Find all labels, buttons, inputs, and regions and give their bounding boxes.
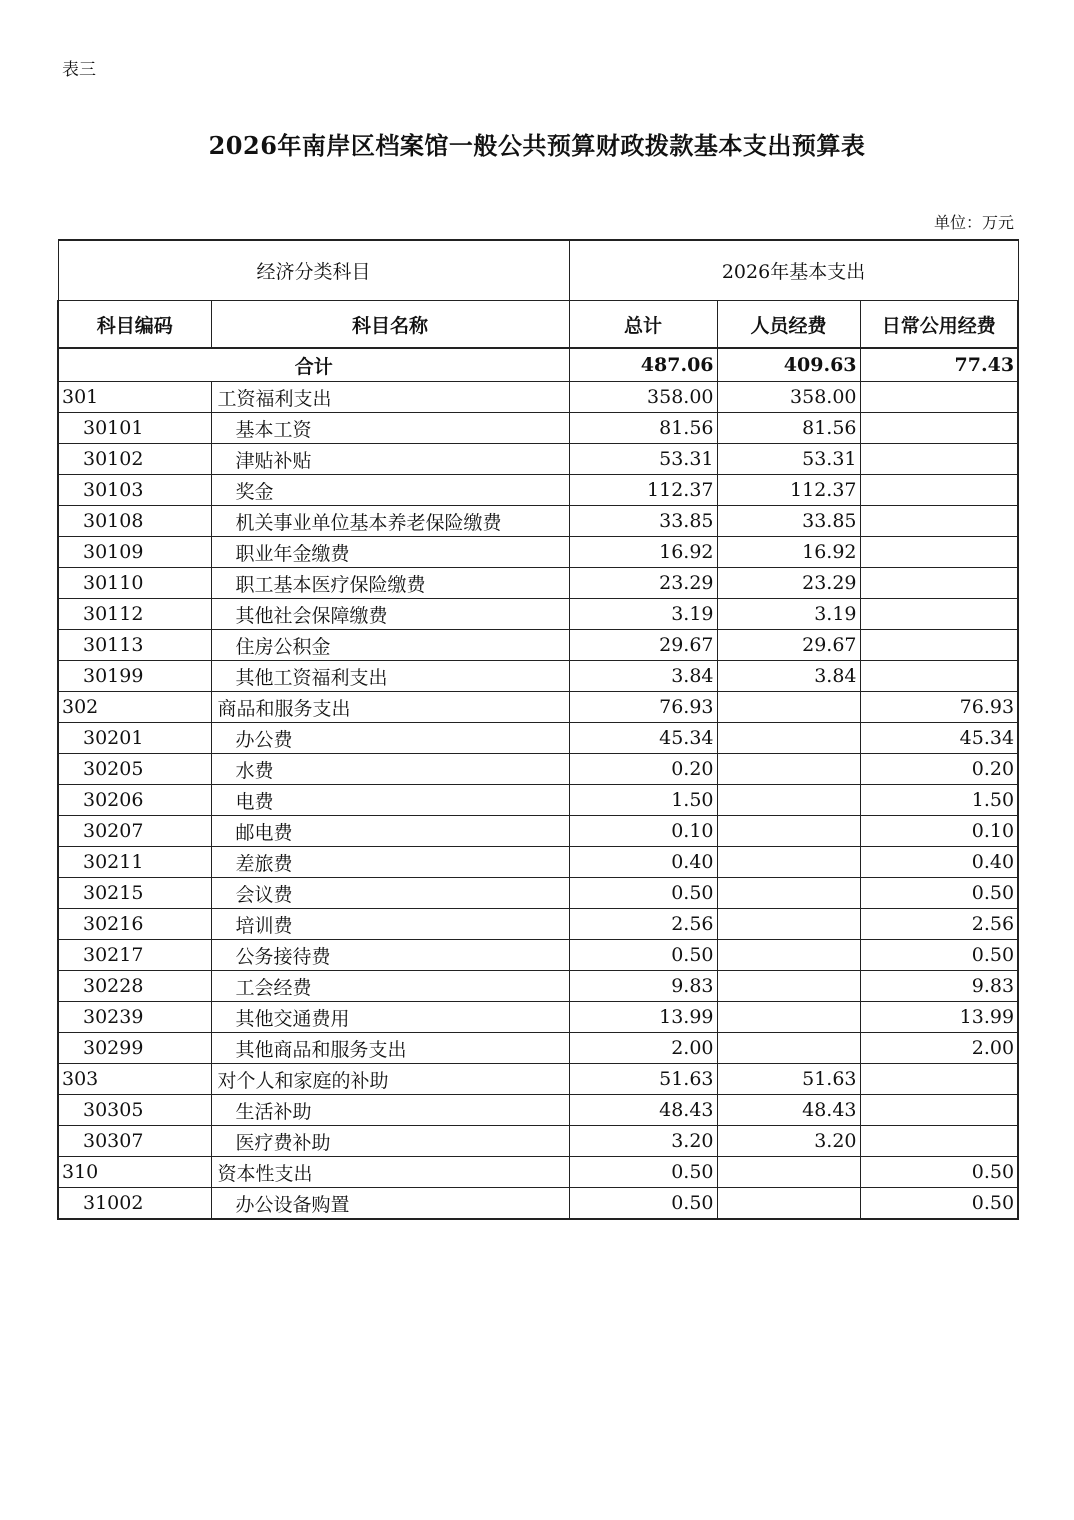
total-row [58,348,1018,382]
row-name: 其他社会保障缴费 [211,599,569,630]
row-public: 76.93 [860,692,1018,723]
row-total: 2.00 [569,1033,717,1064]
row-code: 30199 [58,661,211,692]
row-total: 0.10 [569,816,717,847]
header-code: 科目编码 [58,301,211,349]
row-personnel [717,692,860,723]
row-public: 0.50 [860,940,1018,971]
row-total: 0.50 [569,940,717,971]
row-code: 303 [58,1064,211,1095]
row-code: 30103 [58,475,211,506]
row-public: 9.83 [860,971,1018,1002]
row-name: 基本工资 [211,413,569,444]
row-public: 2.00 [860,1033,1018,1064]
row-personnel: 33.85 [717,506,860,537]
row-personnel: 112.37 [717,475,860,506]
row-personnel: 3.19 [717,599,860,630]
row-code: 30211 [58,847,211,878]
row-personnel: 48.43 [717,1095,860,1126]
budget-table [57,239,1019,1220]
row-code: 30207 [58,816,211,847]
table-row [58,630,1018,661]
row-total: 13.99 [569,1002,717,1033]
row-code: 310 [58,1157,211,1188]
row-public [860,537,1018,568]
row-code: 31002 [58,1188,211,1220]
row-public [860,1064,1018,1095]
row-code: 30206 [58,785,211,816]
row-code: 30108 [58,506,211,537]
row-total: 0.50 [569,1188,717,1220]
row-public: 13.99 [860,1002,1018,1033]
table-row [58,537,1018,568]
table-row [58,723,1018,754]
row-code: 302 [58,692,211,723]
row-total: 0.40 [569,847,717,878]
row-personnel [717,1157,860,1188]
row-personnel [717,1188,860,1220]
row-public [860,506,1018,537]
table-row [58,506,1018,537]
row-total: 1.50 [569,785,717,816]
row-total: 3.19 [569,599,717,630]
total-personnel: 409.63 [717,348,860,382]
header-row-2 [58,301,1018,349]
row-code: 301 [58,382,211,413]
row-total: 0.50 [569,1157,717,1188]
table-row [58,909,1018,940]
row-personnel [717,754,860,785]
row-personnel [717,785,860,816]
row-public [860,1095,1018,1126]
row-name: 职工基本医疗保险缴费 [211,568,569,599]
row-total: 45.34 [569,723,717,754]
row-name: 水费 [211,754,569,785]
table-row [58,568,1018,599]
table-row [58,754,1018,785]
row-public [860,661,1018,692]
row-public: 0.20 [860,754,1018,785]
table-row [58,1002,1018,1033]
table-row [58,971,1018,1002]
row-personnel: 53.31 [717,444,860,475]
row-personnel: 81.56 [717,413,860,444]
header-econ-class: 经济分类科目 [58,240,569,301]
row-name: 其他交通费用 [211,1002,569,1033]
row-code: 30228 [58,971,211,1002]
table-row [58,413,1018,444]
row-code: 30109 [58,537,211,568]
row-total: 81.56 [569,413,717,444]
row-personnel [717,940,860,971]
table-row [58,1033,1018,1064]
row-code: 30307 [58,1126,211,1157]
row-public [860,599,1018,630]
row-code: 30239 [58,1002,211,1033]
row-code: 30215 [58,878,211,909]
row-name: 奖金 [211,475,569,506]
row-total: 76.93 [569,692,717,723]
table-row [58,1064,1018,1095]
table-row [58,692,1018,723]
row-public [860,413,1018,444]
row-public [860,444,1018,475]
row-personnel [717,816,860,847]
total-public: 77.43 [860,348,1018,382]
row-name: 邮电费 [211,816,569,847]
row-total: 0.50 [569,878,717,909]
row-name: 电费 [211,785,569,816]
row-code: 30102 [58,444,211,475]
row-personnel [717,847,860,878]
header-total: 总计 [569,301,717,349]
row-total: 53.31 [569,444,717,475]
row-total: 29.67 [569,630,717,661]
row-total: 51.63 [569,1064,717,1095]
row-personnel: 51.63 [717,1064,860,1095]
page-title: 2026年南岸区档案馆一般公共预算财政拨款基本支出预算表 [208,131,866,160]
table-row [58,1126,1018,1157]
row-public: 2.56 [860,909,1018,940]
row-name: 生活补助 [211,1095,569,1126]
table-row [58,878,1018,909]
header-name: 科目名称 [211,301,569,349]
row-name: 培训费 [211,909,569,940]
row-total: 3.20 [569,1126,717,1157]
row-public: 0.50 [860,1188,1018,1220]
row-public: 45.34 [860,723,1018,754]
row-name: 办公设备购置 [211,1188,569,1220]
row-code: 30113 [58,630,211,661]
header-row-1 [58,240,1018,301]
row-public [860,475,1018,506]
row-public: 1.50 [860,785,1018,816]
row-code: 30216 [58,909,211,940]
table-row [58,785,1018,816]
table-row [58,816,1018,847]
row-personnel [717,909,860,940]
total-amount: 487.06 [569,348,717,382]
row-code: 30217 [58,940,211,971]
row-total: 0.20 [569,754,717,785]
row-code: 30299 [58,1033,211,1064]
row-personnel [717,1002,860,1033]
unit-label: 单位：万元 [933,213,1014,232]
header-basic-expense: 2026年基本支出 [569,240,1018,301]
row-name: 对个人和家庭的补助 [211,1064,569,1095]
row-public [860,630,1018,661]
table-row [58,475,1018,506]
table-row [58,444,1018,475]
row-public [860,1126,1018,1157]
row-name: 住房公积金 [211,630,569,661]
row-total: 48.43 [569,1095,717,1126]
row-code: 30112 [58,599,211,630]
row-name: 其他商品和服务支出 [211,1033,569,1064]
row-name: 会议费 [211,878,569,909]
row-name: 津贴补贴 [211,444,569,475]
row-personnel [717,971,860,1002]
table-row [58,661,1018,692]
row-code: 30205 [58,754,211,785]
table-row [58,382,1018,413]
row-total: 33.85 [569,506,717,537]
row-public: 0.40 [860,847,1018,878]
row-public [860,568,1018,599]
row-personnel: 358.00 [717,382,860,413]
row-public: 0.50 [860,878,1018,909]
row-code: 30305 [58,1095,211,1126]
row-total: 2.56 [569,909,717,940]
table-row [58,1188,1018,1220]
table-row [58,1095,1018,1126]
row-public [860,382,1018,413]
row-code: 30101 [58,413,211,444]
row-personnel [717,878,860,909]
row-code: 30110 [58,568,211,599]
row-public: 0.10 [860,816,1018,847]
row-code: 30201 [58,723,211,754]
row-total: 358.00 [569,382,717,413]
document-label: 表三 [62,60,96,80]
row-total: 3.84 [569,661,717,692]
row-personnel: 3.84 [717,661,860,692]
row-personnel: 3.20 [717,1126,860,1157]
row-name: 机关事业单位基本养老保险缴费 [211,506,569,537]
row-personnel: 23.29 [717,568,860,599]
row-name: 职业年金缴费 [211,537,569,568]
header-personnel: 人员经费 [717,301,860,349]
row-name: 工资福利支出 [211,382,569,413]
row-total: 16.92 [569,537,717,568]
row-personnel [717,1033,860,1064]
row-name: 办公费 [211,723,569,754]
row-public: 0.50 [860,1157,1018,1188]
table-row [58,599,1018,630]
total-label: 合计 [58,348,569,382]
row-name: 工会经费 [211,971,569,1002]
row-personnel: 29.67 [717,630,860,661]
table-row [58,1157,1018,1188]
row-name: 其他工资福利支出 [211,661,569,692]
row-name: 医疗费补助 [211,1126,569,1157]
row-total: 112.37 [569,475,717,506]
row-name: 公务接待费 [211,940,569,971]
row-name: 商品和服务支出 [211,692,569,723]
row-total: 23.29 [569,568,717,599]
table-row [58,847,1018,878]
row-personnel: 16.92 [717,537,860,568]
header-public: 日常公用经费 [860,301,1018,349]
table-row [58,940,1018,971]
row-name: 资本性支出 [211,1157,569,1188]
row-name: 差旅费 [211,847,569,878]
row-total: 9.83 [569,971,717,1002]
row-personnel [717,723,860,754]
